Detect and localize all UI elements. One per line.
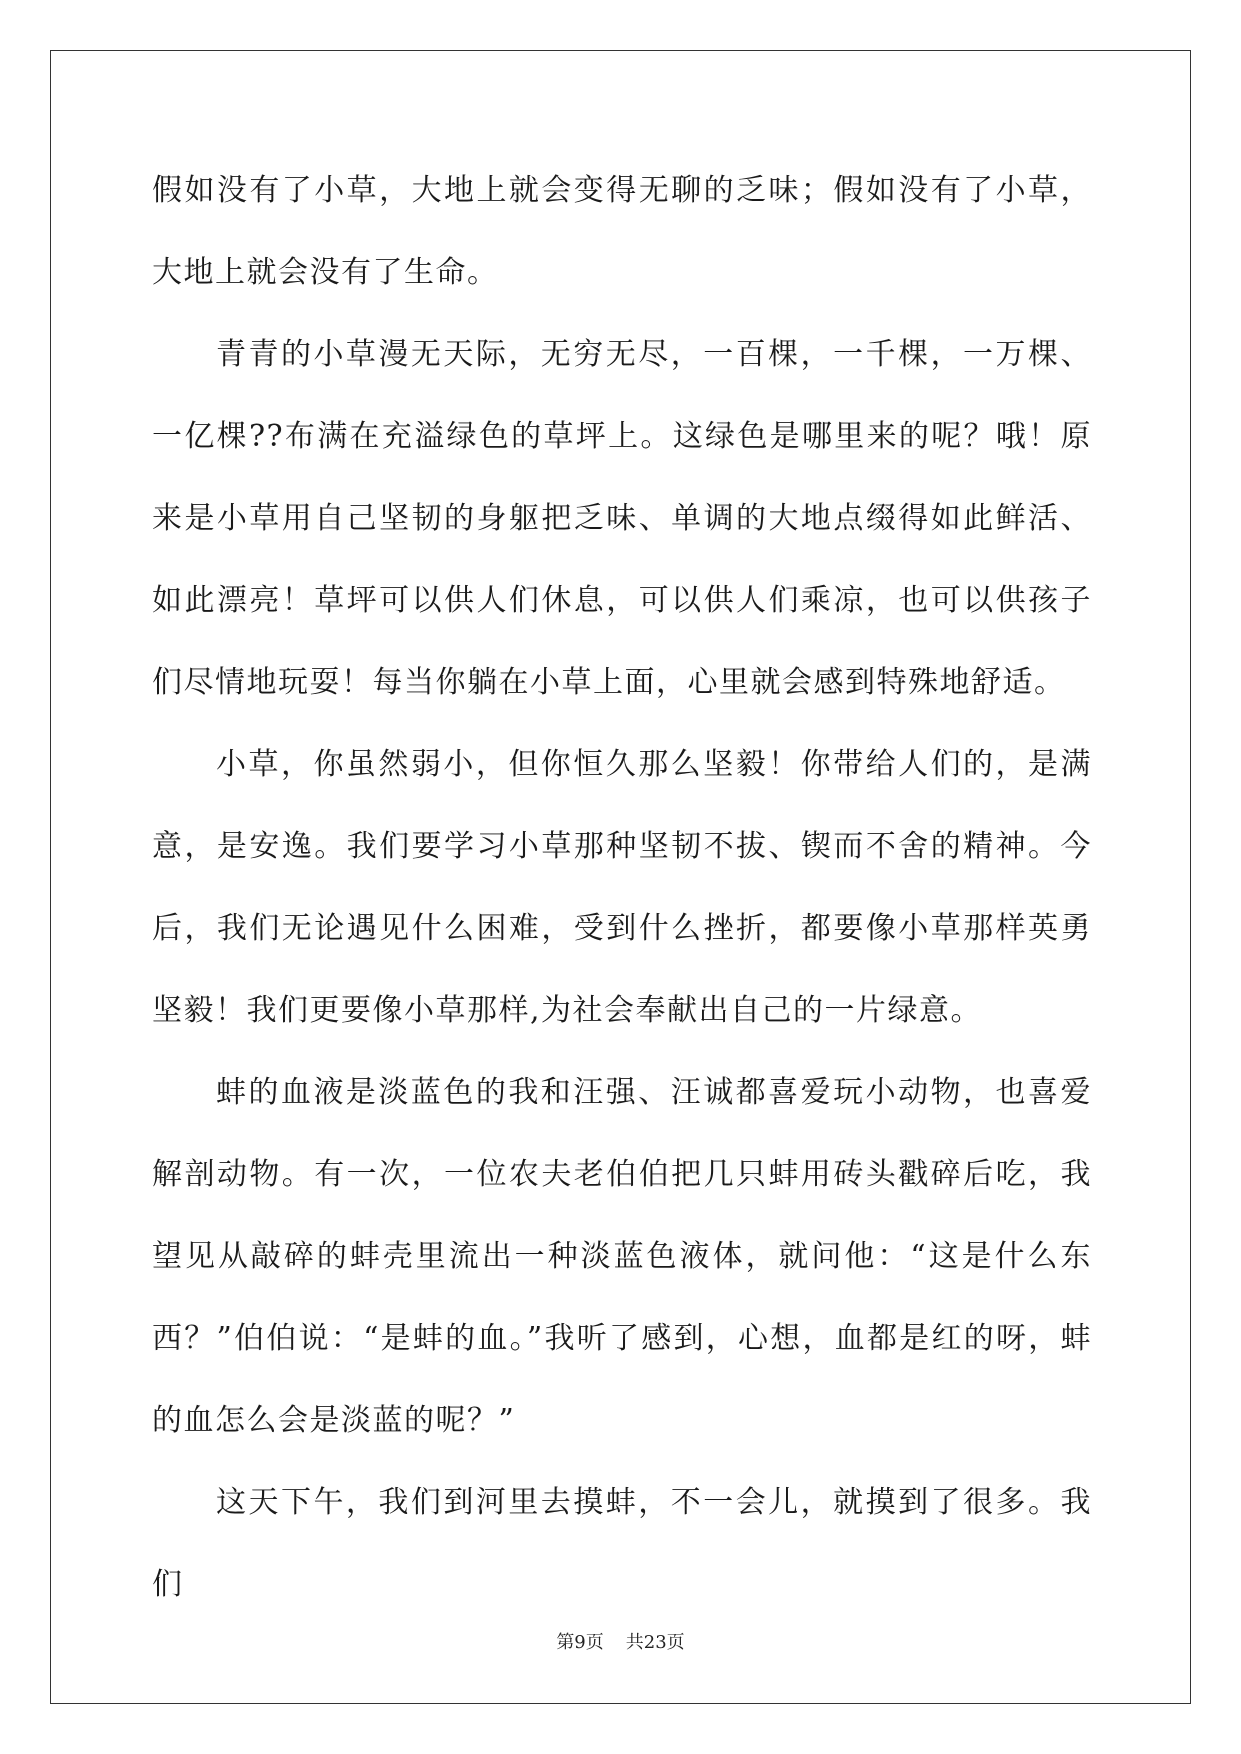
page-total: 共23页: [625, 1632, 685, 1653]
document-body: [152, 150, 1092, 1626]
page-footer: [0, 1628, 1241, 1654]
paragraph: 青青的小草漫无天际，无穷无尽，一百棵，一千棵，一万棵、一亿棵??布满在充溢绿色的草坪上。这绿色是哪里来的呢？哦！原来是小草用自己坚韧的身躯把乏味、单调的大地点缀得如此鲜活、如此漂亮！草坪可以供人们休息，可以供人们乘凉，也可以供孩子们尽情地玩耍！每当你躺在小草上面，心里就会感到特殊地舒适。: [152, 337, 1092, 700]
paragraph: 这天下午，我们到河里去摸蚌，不一会儿，就摸到了很多。我们: [152, 1485, 1092, 1602]
page-number: 第9页: [556, 1632, 604, 1653]
paragraph: 假如没有了小草，大地上就会变得无聊的乏味；假如没有了小草，大地上就会没有了生命。: [152, 173, 1092, 290]
paragraph: 小草，你虽然弱小，但你恒久那么坚毅！你带给人们的，是满意，是安逸。我们要学习小草那种坚韧不拔、锲而不舍的精神。今后，我们无论遇见什么困难，受到什么挫折，都要像小草那样英勇坚毅！我们更要像小草那样,为社会奉献出自己的一片绿意。: [152, 747, 1092, 1028]
paragraph: 蚌的血液是淡蓝色的我和汪强、汪诚都喜爱玩小动物，也喜爱解剖动物。有一次，一位农夫老伯伯把几只蚌用砖头戳碎后吃，我望见从敲碎的蚌壳里流出一种淡蓝色液体，就问他：“这是什么东西？”伯伯说：“是蚌的血。”我听了感到，心想，血都是红的呀，蚌的血怎么会是淡蓝的呢？”: [152, 1075, 1092, 1438]
